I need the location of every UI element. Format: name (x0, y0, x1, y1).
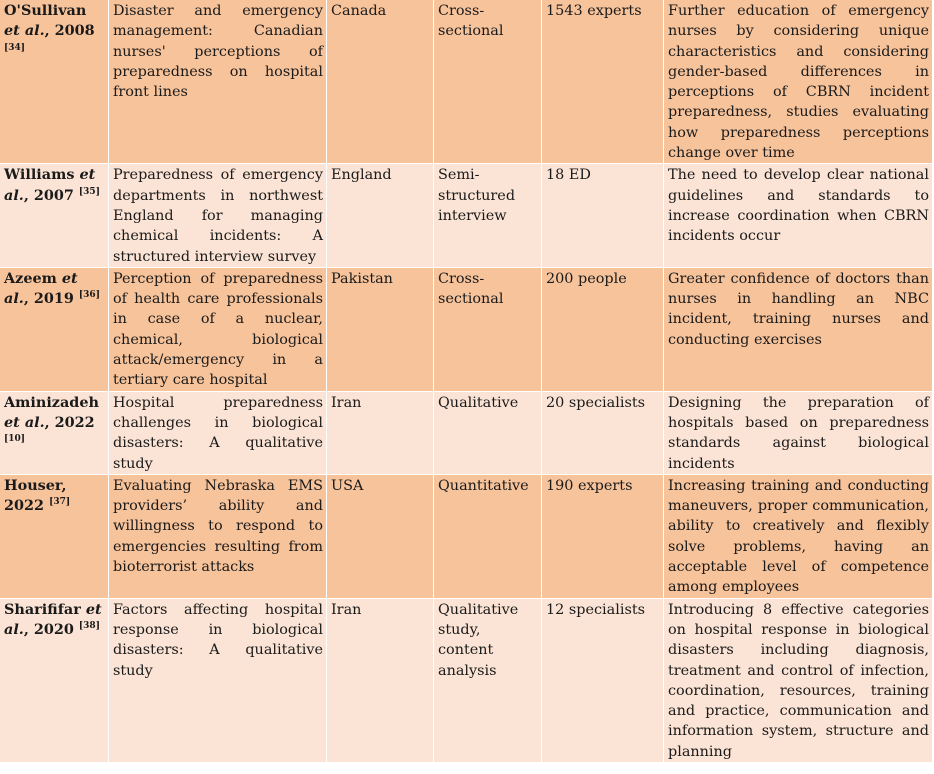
sample-cell: 12 specialists (541, 599, 663, 763)
finding-cell: Greater confidence of doctors than nurses in handling an NBC incident, training nurses and conducting exercises (663, 268, 932, 392)
author-cell (0, 475, 108, 599)
author-year: , 2020 (23, 620, 79, 638)
finding-cell: Designing the preparation of hospitals based on preparedness standards against biological incidents (663, 392, 932, 475)
reference-number: [10] (4, 434, 26, 445)
table-row (0, 164, 932, 267)
title-cell: Disaster and emergency management: Canadian nurses' perceptions of preparedness on hospital front lines (108, 0, 326, 164)
finding-cell: Increasing training and conducting maneuvers, proper communication, ability to creatively and flexibly solve problems, having an acceptable level of competence among employees (663, 475, 932, 599)
country-cell: England (326, 164, 433, 267)
author-year: , 2019 (23, 290, 79, 308)
method-cell: Quantitative (433, 475, 541, 599)
country-cell: Pakistan (326, 268, 433, 392)
author-year: 2022 (4, 497, 50, 515)
table-row (0, 0, 932, 164)
table-row (0, 475, 932, 599)
finding-cell: The need to develop clear national guidelines and standards to increase coordination when CBRN incidents occur (663, 164, 932, 267)
method-cell: Cross-sectional (433, 268, 541, 392)
author-year: , 2022 (44, 413, 95, 431)
author-etal: et al. (4, 600, 102, 638)
sample-cell: 1543 experts (541, 0, 663, 164)
author-etal: et al. (4, 166, 96, 204)
method-cell: Semi-structured interview (433, 164, 541, 267)
title-cell: Perception of preparedness of health care professionals in case of a nuclear, chemical, biological attack/emergency in a tertiary care hospital (108, 268, 326, 392)
title-cell: Preparedness of emergency departments in northwest England for managing chemical incidents: A structured interview survey (108, 164, 326, 267)
reference-number: [35] (78, 186, 100, 197)
author-name: Houser, (4, 476, 67, 494)
sample-cell: 190 experts (541, 475, 663, 599)
title-cell: Evaluating Nebraska EMS providers’ ability and willingness to respond to emergencies resulting from bioterrorist attacks (108, 475, 326, 599)
reference-number: [36] (78, 290, 100, 301)
title-cell: Factors affecting hospital response in biological disasters: A qualitative study (108, 599, 326, 763)
author-etal: et al. (4, 413, 45, 431)
author-name: O'Sullivan (4, 2, 87, 19)
sample-cell: 200 people (541, 268, 663, 392)
author-name: Aminizadeh (4, 393, 99, 411)
table-row (0, 268, 932, 392)
country-cell: USA (326, 475, 433, 599)
author-name: Williams (4, 166, 80, 184)
finding-cell: Introducing 8 effective categories on hospital response in biological disasters including diagnosis, treatment and control of infection, coordination, resources, training and practice, communication and information system, structure and planning (663, 599, 932, 763)
country-cell: Iran (326, 392, 433, 475)
author-year: , 2007 (23, 186, 79, 204)
method-cell: Cross-sectional (433, 0, 541, 164)
author-etal: et al. (4, 269, 78, 308)
table-row (0, 599, 932, 763)
author-etal: et al. (4, 22, 45, 40)
sample-cell: 18 ED (541, 164, 663, 267)
author-name: Azeem (4, 269, 62, 287)
country-cell: Iran (326, 599, 433, 763)
title-cell: Hospital preparedness challenges in biological disasters: A qualitative study (108, 392, 326, 475)
author-cell (0, 599, 108, 763)
author-cell (0, 268, 108, 392)
author-cell (0, 0, 108, 164)
author-year: , 2008 (44, 22, 95, 40)
country-cell: Canada (326, 0, 433, 164)
method-cell: Qualitative (433, 392, 541, 475)
sample-cell: 20 specialists (541, 392, 663, 475)
reference-number: [38] (78, 621, 100, 632)
author-cell (0, 164, 108, 267)
author-cell (0, 392, 108, 475)
method-cell: Qualitative study, content analysis (433, 599, 541, 763)
reference-number: [37] (49, 497, 71, 508)
table-row (0, 392, 932, 475)
author-name: Sharififar (4, 600, 86, 618)
reference-number: [34] (4, 42, 26, 53)
finding-cell: Further education of emergency nurses by considering unique characteristics and considering gender-based differences in perceptions of CBRN incident preparedness, studies evaluating how preparedness perceptions change over time (663, 0, 932, 164)
